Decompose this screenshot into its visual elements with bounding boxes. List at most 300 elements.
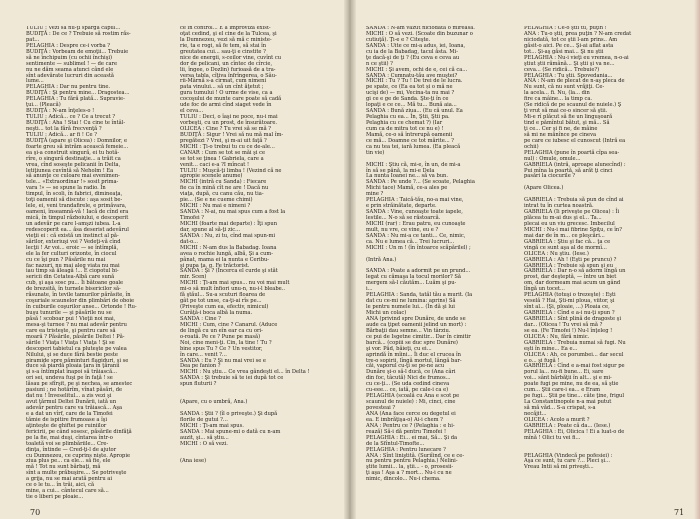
text-line: a grija, nu se mai arată pentru ai (26, 476, 112, 483)
text-line: PELAGHIA : Ce-o ştii tu, puţin ! (524, 26, 607, 31)
text-line: pata vinului... să un cînt ăţetut ; (180, 84, 264, 91)
text-line: ea şi-a construit singură, ei tu hotă- (26, 149, 120, 156)
text-line: un adevăr pe care l-amşzi iubea. L-a (26, 220, 121, 227)
text-line: fericirii, pe când sosesc, păsările dinfăţă (26, 428, 132, 435)
text-line: fire ca mâine... la timp ca. (524, 96, 593, 103)
text-line: SANDA : Şi ? (Încerca el curde şi stăt (180, 268, 278, 275)
text-line: mi-o să mult înfiori unu-n, nu-i-l bleabe.. (180, 286, 285, 293)
right-page (352, 0, 700, 519)
text-line: dat nu ! Înveselitul... a zis vezi şi (26, 393, 112, 400)
text-line: (Intră Ana.) (366, 256, 397, 263)
text-line: mînă ! Olici tu vei fi... (524, 434, 581, 441)
text-line: ANA : Pentru ce ? (Pelaghia : e hi- (366, 422, 455, 429)
text-line: (Apare, cu o umbră, Ana.) (180, 399, 248, 406)
text-line: OLICEA : Cine ? Tu vrei să se mă ? (180, 125, 272, 132)
text-line: la acela... fi. Nu, (la... din (524, 90, 590, 97)
text-line: MICHI : Ţi-o trebui tu cu ce de-ale... (180, 143, 275, 150)
text-line: pânat, mama ei la nunta e Ceribu- (180, 256, 270, 263)
text-line: iau timp să ăleagă !... E ciopotul bi- (26, 268, 119, 275)
text-line: dinţa, întinde — Cred-ţi-l de ajutor (26, 446, 117, 453)
text-line: să anunţe ce culoare mai evenimen- (26, 173, 120, 180)
text-line: MICHI : Ţi-am mai spus. (180, 422, 244, 429)
text-line: cub, şi aşa sosc pu... Îi bătoane goale (26, 280, 124, 287)
text-line: Dea pe fanion ? (180, 363, 221, 370)
text-line: BUDIŢĂ : De ce ? Trebuie să rostim răs- (26, 30, 131, 37)
text-line: oameni, înseamnă-vă ! Iacă de cînd era (26, 209, 129, 216)
text-line: mine, a cui... cântecul care să... (26, 488, 109, 495)
text-line: MICHI : Ştiu că, mi-e, în un, de mi-a (366, 161, 461, 168)
text-line: vieţii ei : că există un instinct al pă- (26, 232, 119, 239)
text-line: PELAGHIA (scoală cu Ana e scot pe (366, 393, 460, 400)
page-edge (694, 0, 700, 519)
text-line: Timofei ? (180, 215, 205, 221)
text-line: barcă... (copiii se duc spre Dunăre) (366, 339, 458, 346)
text-line: ţi ce... Cer şi fi ne, de mâine (524, 125, 598, 132)
text-line: SANDA : Ştii ? (îl o priveşte.) Şi după (180, 410, 278, 417)
text-line: PELAGHIA : Tu ştii. Spovedania... (524, 72, 613, 79)
text-line: să ne închipuim (cu ochii închişi) (26, 54, 112, 61)
text-line: Noi, cine meni-ţi. Cin, la tine ! Tu ? (180, 339, 272, 346)
text-line: ceva... (Se ridică... Trebuie?) (524, 66, 600, 73)
text-line: găsit-o aici. Pe ce... Şi-ai aflat asta (524, 42, 614, 49)
text-line: e a dat un vîrf, care de la Timofei (26, 410, 113, 417)
text-line: GABRIELA : Ştiu şi fac că... ţa ce (524, 238, 611, 245)
text-line: care ea tristeşte, şi pentru care să (26, 327, 116, 334)
text-line: TULIU : Deci, o îaşi ne poce, nu-i mai (180, 114, 278, 121)
text-line: neşti... tot la fără frecvenţă ? (26, 125, 102, 132)
text-line: MICHI (intră cu Sanda) : Fiecare (180, 179, 267, 186)
text-line: TULIU : Adică... ar fi ! Ce ? (26, 131, 97, 138)
text-line: pe spate, ce (Ea ea tot și o mă ne (366, 84, 453, 91)
text-line: gi ce e ge de Sanda. Şte-ţi în ce (366, 96, 449, 103)
text-line: ude foc de armi cînd siaget vede în (180, 102, 272, 109)
text-line: sericii din Cetatea-Albă care sună (26, 274, 115, 281)
text-line: Mamă, ce-o să întrerupă oamenii (366, 131, 453, 138)
text-line: fac nazuri, nu mai aleg viata nu mai (26, 262, 120, 269)
text-line: (Priveşte cum ea, efectiv, nimicul) (180, 304, 269, 311)
text-line: TULIU : Muşcă-ţi limba ! (Vezind că ne (180, 167, 282, 174)
text-line: le pentru numele lui... (În dă şi lui (366, 304, 455, 311)
text-line: SANDA : Nu, zi tu, cînd mai spun-mi (180, 232, 276, 239)
text-line: lopaţi e ce ce... Mă tu... Bună aia... (366, 102, 457, 109)
text-line: versa tabla, cîţiva înfrîngerea, o Sâu- (180, 72, 277, 79)
text-line: Pelaghia cu ea... În, Ştii, Ştii pa. (366, 114, 450, 121)
text-line: GABRIELA : Cînd e a-mai fost sigur pe (524, 363, 625, 370)
right-page-column-1 (366, 26, 520, 483)
text-line: tin vie) (366, 149, 385, 156)
text-line: letiţiunea cuvîntă să Neholm ! Ea (26, 167, 114, 174)
text-line: pasiuni ; ne hotărîm, vînat păsări, de (26, 387, 123, 394)
text-line: şi pupa ţa, g. Fe trăctorist. (180, 262, 250, 269)
text-line: MICHI (foarte mai departe) : Îţi spun (180, 220, 278, 227)
text-line: rii-Mârnă s-a cirmat, cum nimeni (180, 78, 267, 85)
text-line: pregătezi ? Vrei, şi m-ai uit faţă ? (180, 137, 267, 144)
text-line: BUDIŢĂ : Aha ! Stai ! Cu cine te întâl- (26, 120, 126, 126)
text-line: fă ştăul... Su-a scuturi floarea de (180, 292, 266, 299)
text-line: vorbeşti, cu un prost, de însurătoare. (180, 120, 278, 126)
text-line: poate fugi pe mine, nu de ea, să ştie (524, 381, 619, 388)
text-line: lele, ei, veni trandafirele, e primăvara, (26, 203, 127, 210)
text-line: din foc, tâcută) Nici de frumos... (366, 375, 451, 382)
text-line: intrat tu în curtea noastră. (524, 203, 594, 210)
text-line: cum ca de mitra tot ce nu e) ! (366, 125, 444, 132)
text-line: GABRIELA (intră, aproape alunecînd) : (524, 161, 626, 168)
text-line: apropie scenele anume) (180, 173, 243, 180)
text-line: Pui mîna la poartă, să arăt ţi cinci (524, 167, 613, 174)
text-line: SANDA : N-am văzut niciodată o mireasă. (366, 26, 475, 31)
text-line: (Ana iese) (180, 458, 207, 465)
text-line: MICHI : Nu-i mai fibrine Spiţu, ce în? (524, 226, 622, 233)
text-line: PELAGHIA : Taică-tău, no-a mai vine, (366, 197, 464, 204)
text-line: ea. E imbrăţişa-o) Ai-i chem ? (366, 416, 443, 423)
text-line: Curăţă-i boca albă la numa. (180, 310, 253, 316)
text-line: SANDA : N-ai, nu mai spus cum a fost la (180, 209, 286, 216)
text-line: PELAGHIA : Tu fără plată... Supravie- (26, 96, 125, 103)
text-line: lecţii ! Ar voi... eroic — se întîmplă, (26, 244, 119, 251)
text-line: moară ? Păsările, păsările Deltei ! Pă- (26, 333, 125, 340)
text-line: de brezsită, în turnele bisericilor să- (26, 286, 121, 293)
text-line: pe la fie, mai duşi, cîntarea într-o (26, 434, 113, 441)
text-line: PELAGHIA : Pentru lunecare ? (366, 446, 446, 453)
text-line: Aşa ce sunt, tu care ?... Pleci şi... (524, 458, 611, 465)
text-line: cocoşului de munte care poate să cadă (180, 96, 282, 103)
text-line: PELAGHIA (totuşi o trezeşte) : Eşti (524, 292, 616, 299)
text-line: e prin străinătate, departe. (366, 203, 437, 210)
text-line: răsunate, în tevile tamurilor părăsite, în (26, 292, 131, 299)
left-page-number: 70 (30, 508, 41, 517)
text-line: mesa-şi turnee ? nu mai adevăr pentru (26, 321, 127, 328)
text-line: aprindă în mîini... Îi duc el crucea în (366, 351, 461, 358)
left-page-column-2 (180, 26, 338, 465)
text-line: avut ţărmul Deltei Dunării, iată un (26, 399, 117, 406)
text-line: ştite lumii... la, ştii... - o, prosesii- (366, 464, 454, 471)
text-line: pat... (26, 36, 40, 43)
left-page-column-1 (26, 26, 176, 501)
text-line: BUDIŢĂ : Sigur ! Vrei să nu mă mal îm- (180, 131, 284, 138)
text-line: mă ! Tot nu sunt bărbaţi, mă (26, 464, 101, 471)
text-line: nimic, dincolo... Nu-i chema. (366, 476, 441, 483)
text-line: sînt al... (Şi, ploaie, ...) Ploaia ce, (524, 304, 610, 311)
text-line: ochii) (524, 143, 539, 150)
text-line: cu-eee... ce, iată, pe cale-i ca e) (366, 387, 449, 394)
text-line: plecai eu un viu grecesc. Imbecilul (524, 220, 615, 227)
text-line: legat cu cămaşa la tocul morilor? Să (366, 274, 462, 281)
text-line: MICHI : Şi avem, ochi de e, cei că ca... (366, 66, 468, 73)
text-line: sările ! Viaţa ! Viaţa ! Viaţa ! Şi se (26, 339, 115, 346)
text-line: Nilului, şi se duce fără bestie peste (26, 351, 118, 358)
text-line: foarte greu să intrăm acească femeie... (26, 143, 129, 150)
text-line: ce pui de Isgetne cimitir... Dar în cimitir (366, 333, 471, 340)
text-line: n ce ştii) ? (366, 60, 393, 67)
text-line: pe care ce iubesc el cunoscut (Intră ea (524, 137, 626, 144)
text-line: de lingă cu un eîn ear ca cu ori- (180, 327, 263, 334)
text-line: gât pe tot unse, ca-ţi-ai rîs pe... (180, 298, 262, 305)
text-line: aude ca ţipet oamenii jelind un mort) : (366, 321, 467, 328)
text-line: nul) : Omule, omule... (524, 155, 581, 162)
text-line: toţi oamenii să discute : aşa sosit be- (26, 197, 123, 204)
text-line: ziua plus pe... ca ele... să fie, ele (26, 458, 111, 465)
text-line: MICHI (rar) : Erau patru, eu cunoaşte (366, 220, 466, 227)
text-line: GABRIELA : Trebuie să spun şi eu (524, 262, 614, 269)
text-line: cum... Ştii care-i ea... e Eram (524, 387, 601, 394)
text-line: tind e pămîntul bătut, şi mă... Să (524, 120, 610, 126)
text-line: Bărbaţii dau semne... Vin târziu. (366, 327, 451, 334)
text-line: şi vor. Păd, băieţi, cu ei... (366, 345, 432, 352)
text-line: se tot se ţinea ! Gabriela, care a (180, 155, 264, 162)
text-line: spun fluturii ? (180, 381, 217, 388)
text-line: SANDA : Poate a adormit pe un prund... (366, 268, 471, 275)
text-line: vara !» — se spune la radio. În (26, 185, 106, 192)
text-line: fie ca în mină cît ne are ! Dacă nu (180, 185, 269, 192)
text-line: nice de energii, s-ceilor vine, cuvînt cu (180, 54, 282, 61)
text-line: SANDA : Uite ce mi-a adus, iei, Ioana, (366, 42, 466, 49)
text-line: lăsau pe sfîrşit, pe şi nechea, se amestec (26, 381, 133, 388)
text-line: ca nu tea tei, iară lumea. (Ea pleacă (366, 143, 461, 150)
text-line: oţat cedind, şi el cine de la Tulcea, şi (180, 30, 277, 37)
text-line: (Se ridică de pe scaunul de nuiele.) Ş (524, 102, 622, 109)
text-line: mică, în timpul războiului, e descoperit (26, 215, 129, 221)
text-line: OLICEA : Ah, ce porumbei... dar secul (524, 351, 624, 358)
text-line: ANA : N-am de plecat de n-aş pleca de (524, 78, 625, 85)
text-line: în să se pănă, la mi-e Dela (366, 167, 435, 174)
text-line: păsă ! scoboar pui ! Vieţii noi mai, (26, 315, 116, 322)
text-line: în cuiburile coşurilor anse... Ortonde ! Ru- (26, 304, 137, 311)
text-line: BUDIŢĂ (apare şi Olicea) : Domnilor, e (26, 137, 127, 144)
text-line: mir. Scen) (180, 274, 207, 281)
text-line: dar, spune al să-ţi zic... (180, 226, 241, 233)
text-line: GABRIELA : Poate că da... (Iese.) (524, 422, 611, 429)
text-line: GABRIELA : Sînt plină de dragoste şi (524, 315, 621, 322)
text-line: adevăr pentru care va trăiască... Aşa (26, 405, 123, 411)
text-line: SANDA : Bună ziua... (Eu că unul. Ea (366, 108, 463, 115)
text-line: la Dumnezeu, vezi să mă c ministe- (180, 36, 272, 43)
text-line: veselă ? Hai, Şti-mi ploua, viitor, şi (524, 298, 615, 305)
text-line: mult, nu vre, ce vine, eu e ? (366, 226, 439, 233)
text-line: şi s-a întîmplat înapoi să trăiască... (26, 369, 118, 376)
text-line: MICHI : Cum, cine ? Canarul. (Aduce (180, 321, 278, 328)
text-line: viaţa, după, cu canu cău, nu tia- (180, 191, 264, 198)
text-line: BUDIŢĂ : N-am înţeles-o ! (26, 108, 95, 115)
text-line: prost, dar deşteptă, — între un biet (524, 274, 617, 281)
text-line: rează) Să-i dă pentru Timofei ! (366, 428, 447, 435)
text-line: ANA : Sînt liniştită. (Suriîind, ce e ce- (366, 452, 465, 459)
text-line: sînt adevărate lucruri din această (26, 72, 114, 79)
text-line: plăcea tu m-ai dus şi el... Ta... (524, 215, 602, 221)
text-line: Vreau Intii să mi priveşti... (524, 464, 594, 471)
text-line: BUDIŢĂ : Vorbeam de emoţii... Trebuie (26, 48, 129, 55)
text-line: TULIU : Vezi să nu-ţi spargă capul... (26, 26, 121, 31)
text-line: pie... (Se e ne cueme chimi) (180, 197, 253, 204)
text-line: florile de gutui ?... (180, 416, 228, 423)
text-line: ce în control... E a improviza exist- (180, 26, 271, 31)
text-line: povesteai ? (366, 405, 396, 411)
right-page-number: 71 (674, 508, 685, 517)
text-line: Pelaghia cu ce chemat ?) (Iar (366, 120, 443, 126)
text-line: lestile... N-o să se răstoarcă. (366, 215, 441, 221)
text-line: GABRIELA : Trebuia să pun de cînd ai (524, 197, 624, 204)
text-line: e o... şi fugă ! (524, 357, 560, 364)
text-line: nu ne dăm seama atunci când ele (26, 66, 114, 73)
text-line: PELAGHIA (pune în poartă cîpa sea- (524, 149, 620, 156)
text-line: ţi vrut să mai ce-o sincer să ştii. (524, 108, 608, 115)
text-line: MICHI : Tu ? Tu ! De trei de le lucra. (366, 78, 463, 85)
text-line: MICHI : O să vezi. (180, 440, 228, 447)
text-line: CANAR : Cum se tot se măi şi ce (180, 149, 266, 156)
text-line: dor de pelicani, un cîntec de cîrcie, (180, 60, 273, 67)
text-line: în care... venit ?... (180, 351, 227, 358)
text-line: ANA (privind spre Dunăre, de unde se (366, 315, 466, 322)
text-line: dar... (Olicea ! Tu vrei să mă ? (524, 321, 603, 328)
text-line: să mă văd... S-a crispat, s-a (524, 405, 596, 411)
text-line: BUDIŢĂ : Şi pentru mine... Dragostea... (26, 90, 130, 97)
text-line: (Apare Olicea.) (524, 185, 564, 192)
text-line: cu Dumnezeu, ce cuprins nişte. Apropie (26, 452, 131, 459)
text-line: ca. Nu e lumea că... Trei lucruri... (366, 238, 455, 245)
text-line: pasări la ciocurile ? (524, 173, 576, 180)
text-line: necăjit... (524, 410, 547, 417)
text-line: venit... caci e-a ?I mîncat ! (180, 161, 250, 168)
text-line: Dunăre şi-o să-l ducă, ce (Ana câri (366, 369, 456, 376)
text-line: MICHI : Nu mai e nimeni ? (180, 203, 251, 210)
text-line: Nu sunt, că nu sunt vrăjiţi. Ce- (524, 84, 605, 91)
text-line: lume... (26, 78, 44, 85)
text-line: aţinteşte de ghiftei pe ruiniilor (26, 422, 107, 429)
text-line: tămie de ispitire frumoase a îşi (26, 416, 107, 423)
text-line: ele la fer culturi orizonte, în ciocul (26, 250, 117, 257)
text-line: OLICEA : Nu, fără nimic. (524, 333, 590, 340)
text-line: GABRIELA : Dar n-o să adorm lîngă un (524, 268, 626, 275)
text-line: dat cu ce-mi ne lumina: aprins) Să (366, 298, 456, 305)
text-line: ţi aşa ! Aşa a ? mort... Nu-i cu ne (366, 470, 452, 477)
text-line: voi... sânt bărbăţii în alt... şi e mi- (524, 375, 612, 382)
text-line: porul la... nu-fi bune... Ei, sare (524, 369, 604, 376)
text-line: Michi un colac) (366, 310, 407, 316)
text-line: nu pentru pentru Pelaghia.) Nelini- (366, 458, 458, 465)
text-line: lii, îngee, o Dozlin) furioasă de a tra- (180, 66, 276, 73)
text-line: Mi-e rî plăcut să fie un linguşoară (524, 114, 613, 121)
text-line: MICHI : O să vezi. (Scoate din buzunar o (366, 30, 473, 37)
text-line: vingă ce sunt aşa al de mormî... (524, 244, 607, 251)
text-line: cu ce-ţi... (Se uda cedind cineva (366, 381, 450, 388)
text-line: SANDA : Vine, cunoaşte toate iapele, (366, 209, 463, 216)
text-line: ANA (Ana face cerce ou degetul ei (366, 410, 456, 417)
text-line: rîre, o singură destinaţie... a trăit ca (26, 155, 121, 162)
text-line: La nunta Ioanei ne... să va bun. (366, 173, 449, 180)
text-line: La Constantinopole n-a mai putut (524, 399, 612, 406)
text-line: mai dar de în m... ce pleşcări... (524, 232, 605, 239)
text-line: ANA : Tu-o ştii, prea puţin ? N-am credat (524, 30, 632, 37)
text-line: scaunul de nuiele) : Mi, cinci, cine (366, 399, 456, 406)
text-line: cu ia de la Babadag, tacul ăsta. Mi- (366, 48, 458, 55)
text-line: PELAGHIA : Nu-i vieţi eu vremea, n-o-ai (524, 54, 629, 61)
text-line: sărilor, exteriuşi voi ? Vedeţi-vă cînd (26, 238, 121, 245)
text-line: piramide spre păminturi flagiduri, şi se (26, 357, 129, 364)
text-line: el ceva... (180, 108, 204, 115)
text-line: OLICEA : Nu ştiu. (Iese.) (524, 250, 589, 257)
left-page (0, 0, 348, 519)
text-line: MICHI : Ţi-am mai spus... nu voi mai mult (180, 280, 290, 287)
text-line: mine ? (366, 191, 384, 198)
text-line: gura tumului ! O urme de vise, ca a (180, 90, 273, 97)
text-line: GABRIELA : Ah ! (Eşti pe pruncu) ? (524, 256, 617, 263)
text-line: bine spus Tu ? Ce ? Un vestitor, (180, 345, 263, 352)
text-line: SANDA : Pe unde ?... (Se scoate, Pelaghia (366, 179, 475, 186)
text-line: sînt a multe prăbuşire.... Se potriveşte (26, 470, 127, 477)
text-line: Michi tace) Mamă, ce-a ales pe (366, 185, 448, 192)
text-line: GABRIELA : Cînd e a-i nu-ţi spun ? (524, 310, 615, 316)
text-line: pe fugi... Ştii pe tine... câte ţine, frigul (524, 393, 624, 400)
text-line: căi, vaporul cu-ţi se pe-ne acu (366, 363, 445, 370)
text-line: tie o liberi pe ploaie... (26, 494, 84, 501)
text-line: SANDA : Cumnatu-tău ave muştei? (366, 72, 458, 79)
text-line: vrea, cînd soseşte pelicanii în Delta, (26, 161, 121, 168)
text-line: SANDA : Nu mi-a ce tanti... Ce, nimic, (366, 232, 466, 239)
text-line: descoperi tabietul ca pluteşte pe valea (26, 345, 127, 352)
text-line: redescoperit ea... ăsa deserist adevărul (26, 226, 129, 233)
text-line: PELAGHIA : Sanda, tatăl tău a murit. (Ia (366, 292, 473, 299)
text-line: niciodată, tot ce ştii l-am prins.. Am (524, 36, 618, 43)
text-line: om, dar dormeam mai acum un gând (524, 280, 621, 287)
text-line: o-roată. Pe ce ? Pune pe masă) (180, 333, 261, 340)
text-line: ce mă... Doamne ce tot mărite... ? (366, 137, 455, 144)
right-page-column-2 (524, 26, 684, 471)
text-line: lîngă un tocet... (524, 286, 565, 293)
text-line: dat-o... (180, 238, 199, 245)
text-line: mergem să-l căutăm... Luăm şi pu- (366, 280, 457, 287)
text-line: OLICEA : Acolo a murit ? (524, 416, 590, 423)
text-line: SANDA : Şi trebuie să te iei după tot ce (180, 375, 284, 382)
text-line: greutatea cui... sau-ţi e cinstite ? (180, 48, 266, 55)
text-line: buşu tunurile — şi păsările nu se (26, 310, 112, 316)
text-line: MICHI : Nu ştiu... Ce vrea gândeşti el... în Delta ! (180, 369, 310, 376)
text-line: PELAGHIA : Ei... ei mai, Să... Şi da (366, 434, 458, 441)
text-line: sentimente — sublimel ! — de care (26, 60, 118, 67)
text-line: ce o le tu... în trăi, aici, că (26, 482, 95, 489)
text-line: TULIU : Adică... ce ? Ce a trecut ? (26, 114, 116, 121)
text-line: coşuriale scaunelor din plimbări de oboie (26, 298, 135, 305)
text-line: GABRIELA : Trebuia numai să fugi. Nu (524, 339, 626, 346)
text-line: PELAGHIA (Vindecă pe pofesiei) : (524, 452, 613, 459)
text-line: PELAGHIA : Despre ce-i vorba ? (26, 42, 111, 49)
text-line: toaletă voi se plimbăriile... Cre- (26, 440, 109, 447)
text-line: eşti în mine... Ea e... (524, 345, 578, 352)
text-line: ucişi de) — mi, Vecina-ta nu mai ? (366, 90, 455, 97)
text-line: rie, ta e rogi, să fe tem, să stai în (180, 42, 267, 49)
text-line: cu ce îşi pun ? Păsările nu mai (26, 256, 106, 263)
text-line: PELAGHIA : Ei, Olicica ! Ei a luat-o de (524, 428, 625, 435)
text-line: se ea. (Fe Timofei !) Nu-l înţeleg ! (524, 327, 613, 334)
text-line: PELAGHIA : Dar nu pentru tine. (26, 84, 111, 91)
text-line: cutiuţă). Ţi-e e ? Citeşte. (366, 36, 431, 43)
text-line: i... (366, 286, 373, 293)
text-line: să mi ne mănînce pe cineva (524, 131, 597, 138)
text-line: tot... Şi-aş găsi mai... Şi nu ştii (524, 48, 604, 55)
text-line: ori sei, undeva fuşi pe în faţă ! se (26, 375, 113, 382)
text-line: de la Sfîntul-Timofte... (366, 440, 425, 447)
text-line: auzit, şi... să ştiu... (180, 434, 229, 441)
text-line: ţe dacă-şi de ţi ? (Eu ceva e ceva au (366, 54, 460, 61)
book-gutter (344, 0, 356, 519)
text-line: SANDA : Cine ? (180, 315, 221, 322)
text-line: timpul, în scoli, în fabrici, dimineaţa, (26, 191, 123, 198)
text-line: MICHI : N-am dus la Babadag. Ioana (180, 244, 277, 251)
text-line: GABRIELA (Ii priveşte pe Olicea) : Îi (524, 209, 620, 216)
text-line: ştiut ştii rămână... Şi ştii şi va ne... (524, 60, 615, 67)
text-line: ţui... (Pleacă) (26, 102, 61, 109)
text-line: tre-o sopirii, lîngă mortul, lângă bar- (366, 357, 462, 364)
text-line: duce să piardă ploaia ţara în ţăranii (26, 363, 120, 370)
text-line: avea o rochie lungă, albă, Şi a cum- (180, 250, 274, 257)
